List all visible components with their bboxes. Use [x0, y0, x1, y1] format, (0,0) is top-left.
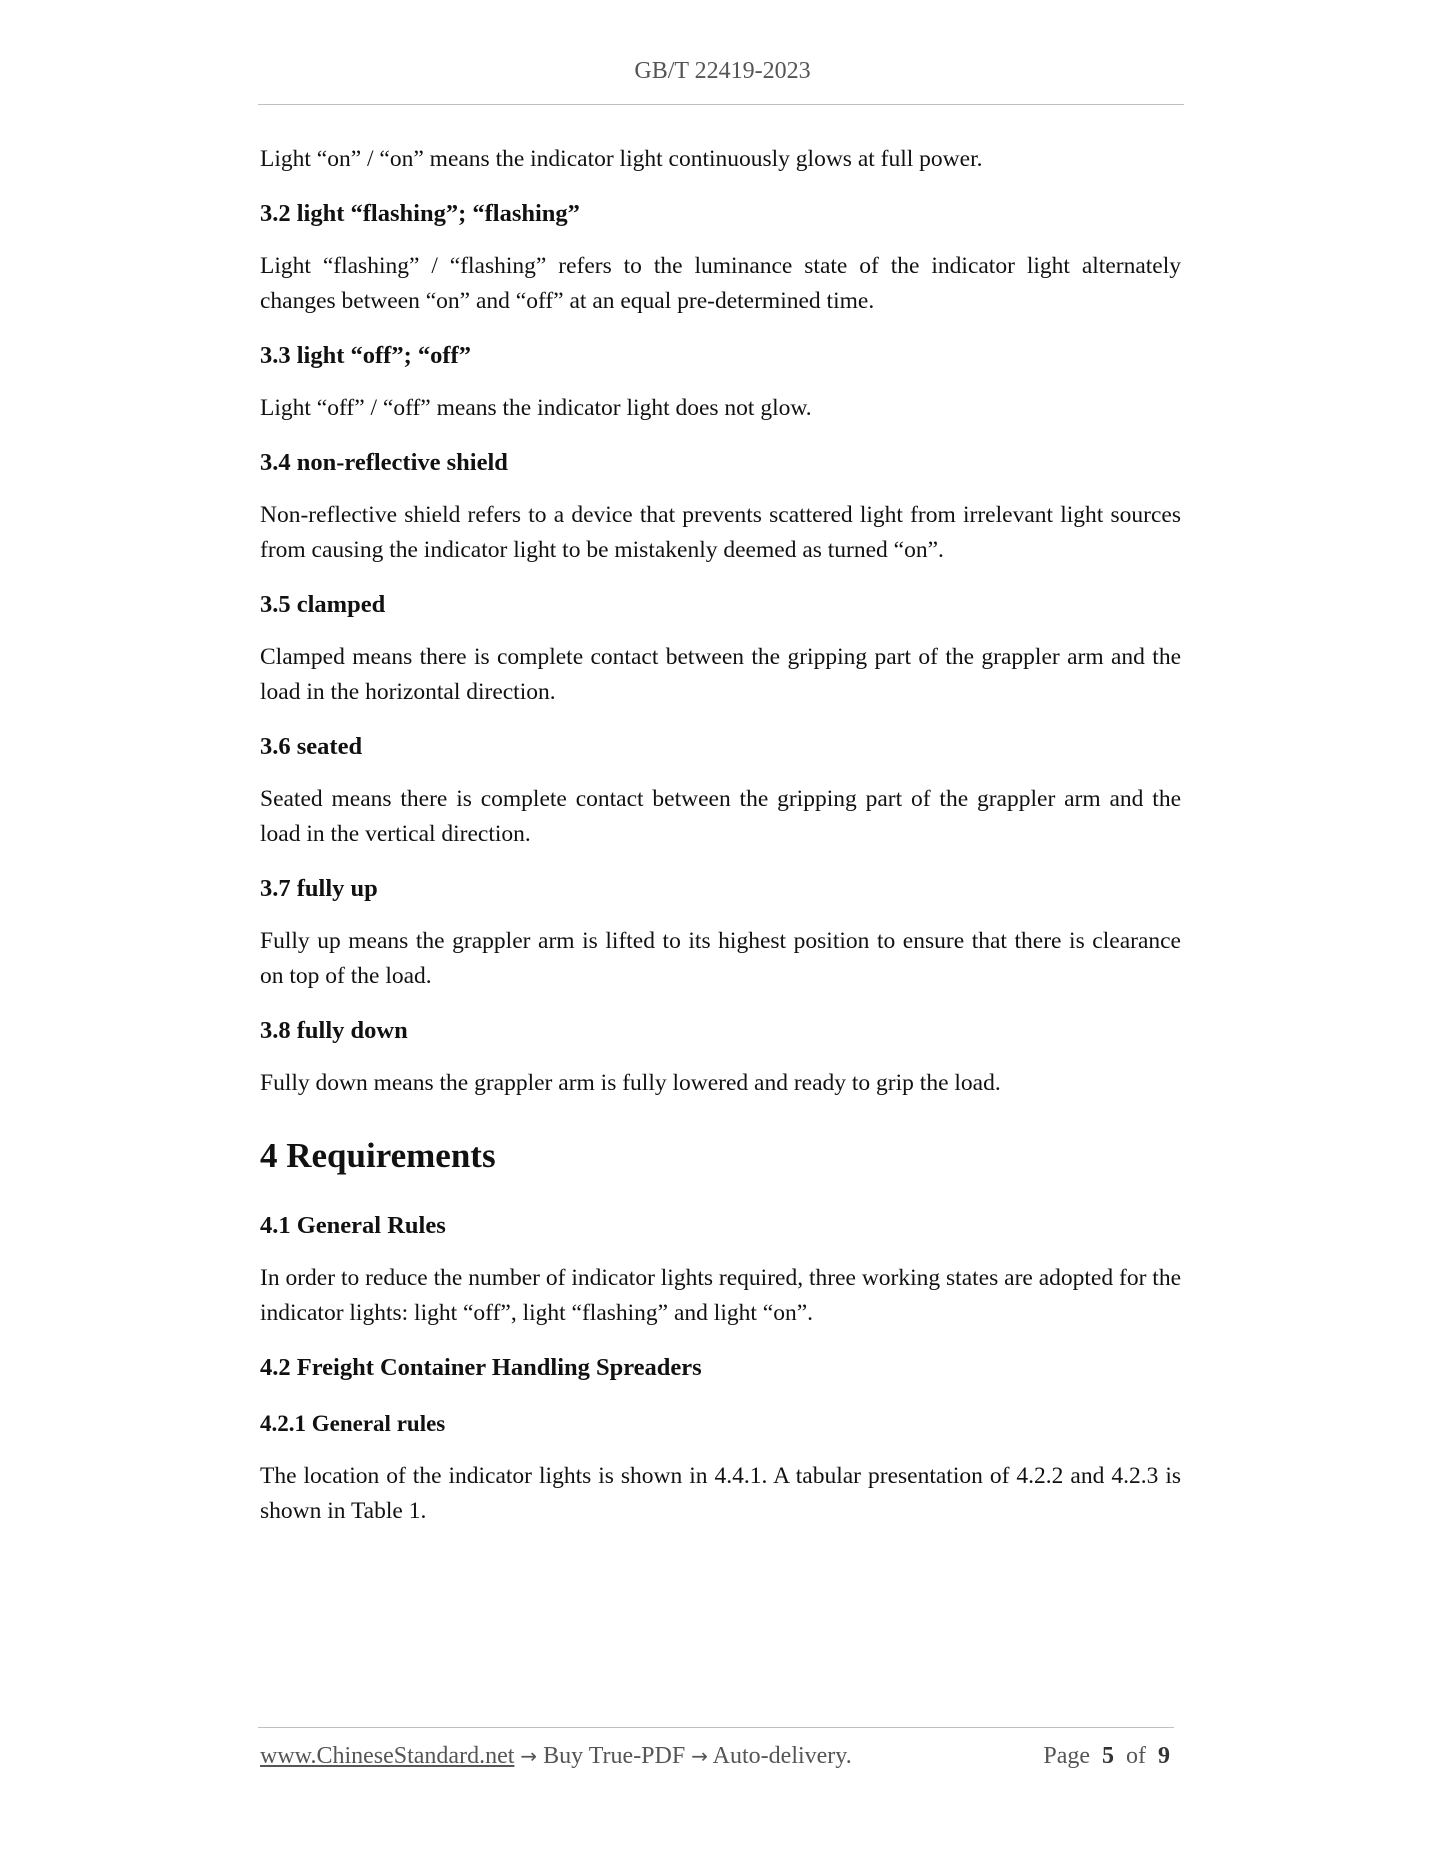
clause-4-2-1-text: The location of the indicator lights is shown in 4.4.1. A tabular presentation of 4.2.2 and 4.2.3 is shown in Table 1. [260, 1463, 1181, 1524]
arrow-right-icon: → [520, 1744, 538, 1768]
term-3-5-heading: 3.5 clamped [260, 591, 386, 618]
term-3-2-definition: Light “flashing” / “flashing” refers to the luminance state of the indicator light alternately changes between “on” and “off” at an equal pre-determined time. [260, 253, 1181, 314]
term-3-5-definition: Clamped means there is complete contact between the gripping part of the grappler arm and the load in the horizontal direction. [260, 644, 1181, 705]
term-3-3-heading: 3.3 light “off”; “off” [260, 342, 471, 369]
clause-4-1-text: In order to reduce the number of indicator lights required, three working states are adopted for the indicator lights: light “off”, light “flashing” and light “on”. [260, 1265, 1181, 1326]
term-3-6-definition: Seated means there is complete contact between the gripping part of the grappler arm and the load in the vertical direction. [260, 786, 1181, 847]
document-body [260, 142, 1181, 1529]
term-3-8-heading: 3.8 fully down [260, 1017, 408, 1044]
clause-4-2-1-heading: 4.2.1 General rules [260, 1411, 446, 1436]
header-divider [258, 104, 1184, 105]
term-3-4-definition: Non-reflective shield refers to a device that prevents scattered light from irrelevant light sources from causing the indicator light to be mistakenly deemed as turned “on”. [260, 502, 1181, 563]
term-3-4-heading: 3.4 non-reflective shield [260, 449, 508, 476]
clause-4-1-heading: 4.1 General Rules [260, 1212, 446, 1239]
term-3-6-heading: 3.6 seated [260, 733, 363, 760]
page-header-title: GB/T 22419-2023 [634, 58, 811, 84]
term-3-2-heading: 3.2 light “flashing”; “flashing” [260, 200, 580, 227]
footer-promo [260, 1743, 852, 1770]
term-3-7-definition: Fully up means the grappler arm is lifted to its highest position to ensure that there is clearance on top of the load. [260, 928, 1181, 989]
total-pages-number: 9 [1158, 1743, 1170, 1769]
footer-divider [258, 1727, 1174, 1728]
clause-4-2-heading: 4.2 Freight Container Handling Spreaders [260, 1354, 702, 1381]
arrow-right-icon: → [691, 1744, 708, 1768]
term-3-1-definition: Light “on” / “on” means the indicator light continuously glows at full power. [260, 146, 983, 172]
clause-4-heading: 4 Requirements [260, 1136, 496, 1175]
current-page-number: 5 [1102, 1743, 1114, 1769]
term-3-3-definition: Light “off” / “off” means the indicator light does not glow. [260, 395, 812, 421]
buy-pdf-text: Buy True-PDF [543, 1743, 686, 1769]
website-link[interactable]: www.ChineseStandard.net [260, 1743, 515, 1769]
term-3-8-definition: Fully down means the grappler arm is fully lowered and ready to grip the load. [260, 1070, 1001, 1096]
page-counter [1043, 1743, 1170, 1770]
auto-delivery-text: Auto-delivery. [712, 1743, 852, 1769]
page-label: Page [1043, 1743, 1090, 1769]
term-3-7-heading: 3.7 fully up [260, 875, 378, 902]
page-of-label: of [1126, 1743, 1146, 1769]
